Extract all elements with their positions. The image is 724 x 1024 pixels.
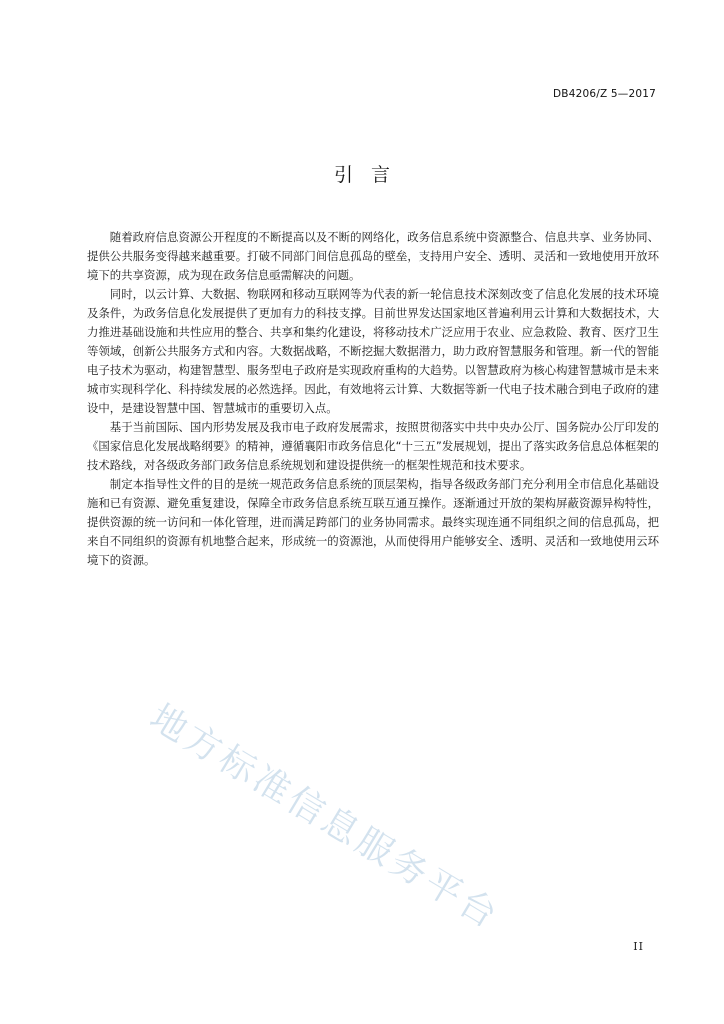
watermark: 地方标准信息服务平台 [142, 696, 507, 939]
paragraph-2: 同时，以云计算、大数据、物联网和移动互联网等为代表的新一轮信息技术深刻改变了信息化发展的技术环境及条件，为政务信息化发展提供了更加有力的科技支撑。目前世界发达国家地区普遍利用云计算和大数据技术，大力推进基础设施和共性应用的整合、共享和集约化建设，将移动技术广泛应用于农业、应急救险、教育、医疗卫生等领域，创新公共服务方式和内容。大数据战略，不断挖掘大数据潜力，助力政府智慧服务和管理。新一代的智能电子技术为驱动，构建智慧型、服务型电子政府是实现政府重构的大趋势。以智慧政府为核心构建智慧城市是未来城市实现科学化、科持续发展的必然选择。因此，有效地将云计算、大数据等新一代电子技术融合到电子政府的建设中，是建设智慧中国、智慧城市的重要切入点。 [87, 287, 659, 415]
page-title: 引言 [333, 164, 408, 186]
paragraph-1: 随着政府信息资源公开程度的不断提高以及不断的网络化，政务信息系统中资源整合、信息共享、业务协同、提供公共服务变得越来越重要。打破不同部门间信息孤岛的壁垒，支持用户安全、透明、灵活和一致地使用开放环境下的共享资源，成为现在政务信息亟需解决的问题。 [87, 230, 659, 282]
document-body [87, 228, 659, 570]
paragraph-3: 基于当前国际、国内形势发展及我市电子政府发展需求，按照贯彻落实中共中央办公厅、国务院办公厅印发的《国家信息化发展战略纲要》的精神，遵循襄阳市政务信息化“十三五”发展规划，提出了落实政务信息总体框架的技术路线，对各级政务部门政务信息系统规划和建设提供统一的框架性规范和技术要求。 [87, 420, 659, 472]
paragraph-4: 制定本指导性文件的目的是统一规范政务信息系统的顶层架构，指导各级政务部门充分利用全市信息化基础设施和已有资源、避免重复建设，保障全市政务信息系统互联互通互操作。逐渐通过开放的架构屏蔽资源异构特性，提供资源的统一访问和一体化管理，进而满足跨部门的业务协同需求。最终实现连通不同组织之间的信息孤岛，把来自不同组织的资源有机地整合起来，形成统一的资源池，从而使得用户能够安全、透明、灵活和一致地使用云环境下的资源。 [87, 477, 659, 567]
page-number: II [633, 940, 644, 953]
document-code: DB4206/Z 5—2017 [553, 88, 656, 100]
